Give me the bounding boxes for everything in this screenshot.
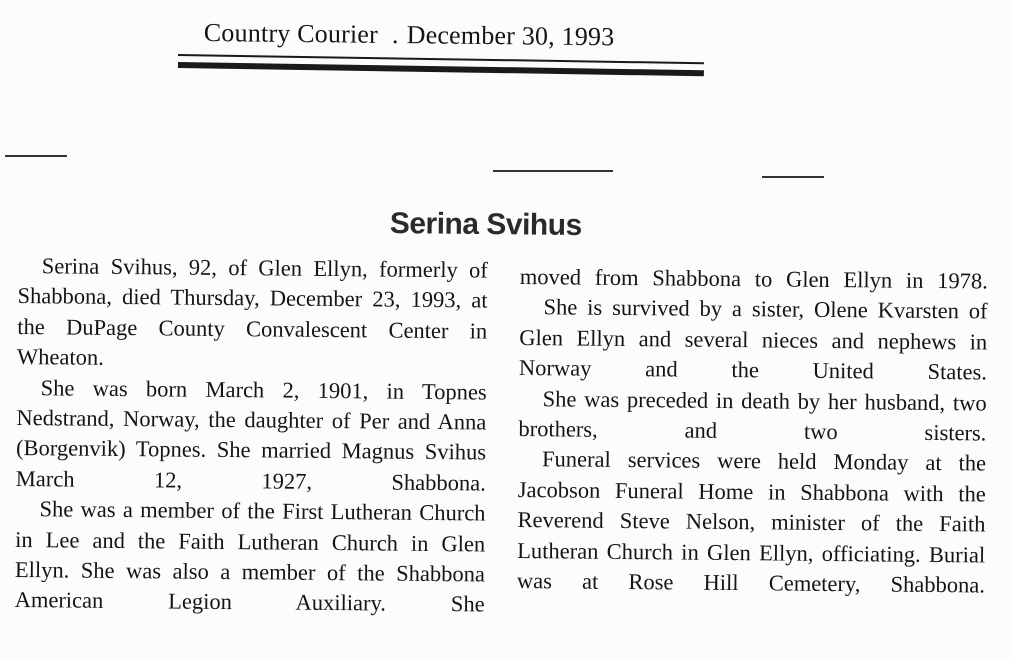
article-column-left xyxy=(14,251,487,620)
obituary-headline: Serina Svihus xyxy=(389,207,582,243)
newspaper-name: Country Courier xyxy=(203,18,379,49)
issue-date: December 30, 1993 xyxy=(406,20,615,52)
masthead xyxy=(204,18,615,52)
column-divider-right xyxy=(762,176,824,178)
masthead-separator: . xyxy=(391,19,399,50)
column-divider-left xyxy=(5,155,67,157)
paragraph: She was born March 2, 1901, in Topnes Nedstrand, Norway, the daughter of Per and Anna (Borgenvik) Topnes. She married Magnus Svihus March 12, 1927, Shabbona. xyxy=(15,374,487,496)
paragraph: She is survived by a sister, Olene Kvarsten of Glen Ellyn and several nieces and nephews in Norway and the United States. xyxy=(518,294,988,385)
paragraph: Funeral services were held Monday at the Jacobson Funeral Home in Shabbona with the Reverend Steve Nelson, minister of the Faith Lutheran Church in Glen Ellyn, officiating. Burial was at Rose Hill Cemetery, Shabbona. xyxy=(516,446,987,598)
column-divider-center xyxy=(493,170,613,172)
paragraph: moved from Shabbona to Glen Ellyn in 1978. xyxy=(519,263,988,294)
paragraph: She was preceded in death by her husband, two brothers, and two sisters. xyxy=(518,385,987,446)
article-column-right xyxy=(517,262,988,601)
paragraph: Serina Svihus, 92, of Glen Ellyn, formerly of Shabbona, died Thursday, December 23, 1993, at the DuPage County Convalescent Center in Wheaton. xyxy=(16,253,488,371)
paragraph: She was a member of the First Lutheran Church in Lee and the Faith Lutheran Church in Glen Ellyn. She was also a member of the Shabbona American Legion Auxiliary. She xyxy=(14,496,486,617)
masthead-rule-thick xyxy=(178,62,704,76)
